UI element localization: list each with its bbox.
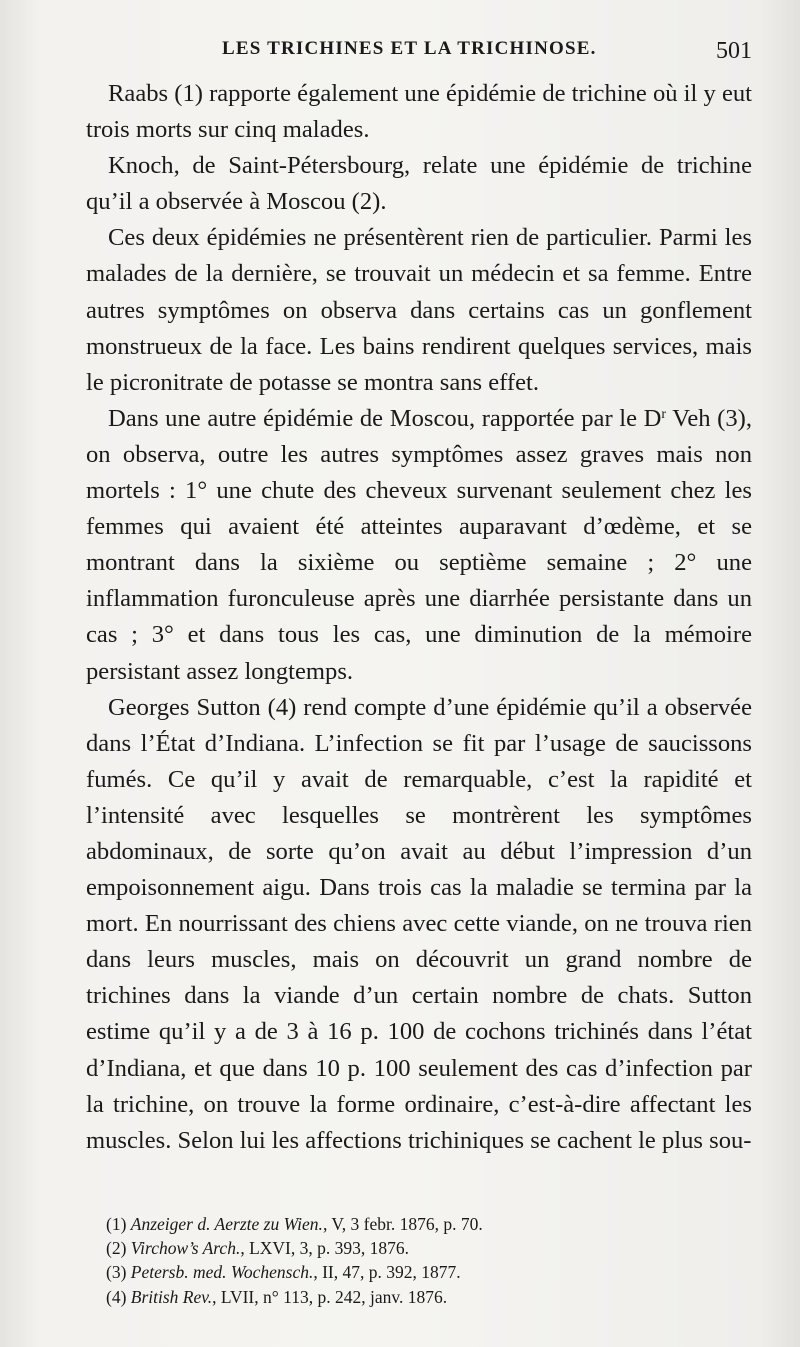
paragraph-raabs: Raabs (1) rapporte également une épidémie de trichine où il y eut trois morts sur cinq malades. [86,80,752,144]
footnote-source: Virchow’s Arch. [130,1238,241,1259]
doctor-superscript: r [661,406,667,422]
footnote-source: Anzeiger d. Aerzte zu Wien. [130,1214,323,1234]
footnote-detail: , V, 3 febr. 1876, p. 70. [322,1214,483,1234]
page-number: 501 [716,38,752,64]
paragraph-knoch: Knoch, de Saint-Pétersbourg, relate une épidémie de trichine qu’il a observée à Moscou (2). [86,152,752,216]
footnote [86,1285,752,1309]
footnote [86,1212,752,1236]
paragraph-sutton: Georges Sutton (4) rend compte d’une épidémie qu’il a observée dans l’État d’Indiana. L’infection se fit par l’usage de saucissons fumés. Ce qu’il y avait de remarquable, c’est la rapidité et l’intensité avec lesquelles se montrèrent les symptômes abdominaux, de sorte qu’on avait au début l’impression d’un empoisonnement aigu. Dans trois cas la maladie se termina par la mort. En nourrissant des chiens avec cette viande, on ne trouva rien dans leurs muscles, mais on découvrit un grand nombre de trichines dans la viande d’un certain nombre de chats. Sutton estime qu’il y a de 3 à 16 p. 100 de cochons trichinés dans l’état d’Indiana, et que dans 10 p. 100 seulement des cas d’infection par la trichine, on trouve la forme ordinaire, c’est-à-dire affectant les muscles. Selon lui les affections trichiniques se cachent le plus sou- [86,693,752,1154]
footnote-detail: , LVII, n° 113, p. 242, janv. 1876. [212,1286,448,1307]
running-header [0,38,800,78]
footnote-number: (1) [106,1214,127,1234]
footnote-number: (4) [106,1286,127,1307]
footnote-number: (3) [106,1262,127,1283]
footnote-detail: , II, 47, p. 392, 1877. [313,1262,461,1283]
footnotes [86,1212,752,1309]
footnote-source: British Rev. [130,1286,213,1307]
paragraph-deux-epidemies: Ces deux épidémies ne présentèrent rien de particulier. Parmi les malades de la dernière, se trouvait un médecin et sa femme. Entre autres symptômes on observa dans certains cas un gonflement monstrueux de la face. Les bains rendirent quelques services, mais le picronitrate de potasse se montra sans effet. [86,224,752,396]
footnote-number: (2) [106,1238,127,1259]
footnote [86,1236,752,1260]
veh-text-start: Dans une autre épidémie de Moscou, rapportée par le D [108,404,662,432]
footnote-detail: , LXVI, 3, p. 393, 1876. [240,1238,409,1259]
footnote-source: Petersb. med. Wochensch. [130,1262,314,1283]
footnote [86,1260,752,1284]
running-title: LES TRICHINES ET LA TRICHINOSE. [222,38,597,59]
body-text [86,76,752,1159]
paragraph-veh [86,401,752,690]
veh-text-rest: Veh (3), on observa, outre les autres symptômes assez graves mais non mortels : 1° une chute des cheveux survenant seulement chez les femmes qui avaient été atteintes auparavant d’œdème, et se montrant dans la sixième ou septième semaine ; 2° une inflammation furonculeuse après une diarrhée persistante dans un cas ; 3° et dans tous les cas, une diminution de la mémoire persistant assez longtemps. [86,404,752,685]
